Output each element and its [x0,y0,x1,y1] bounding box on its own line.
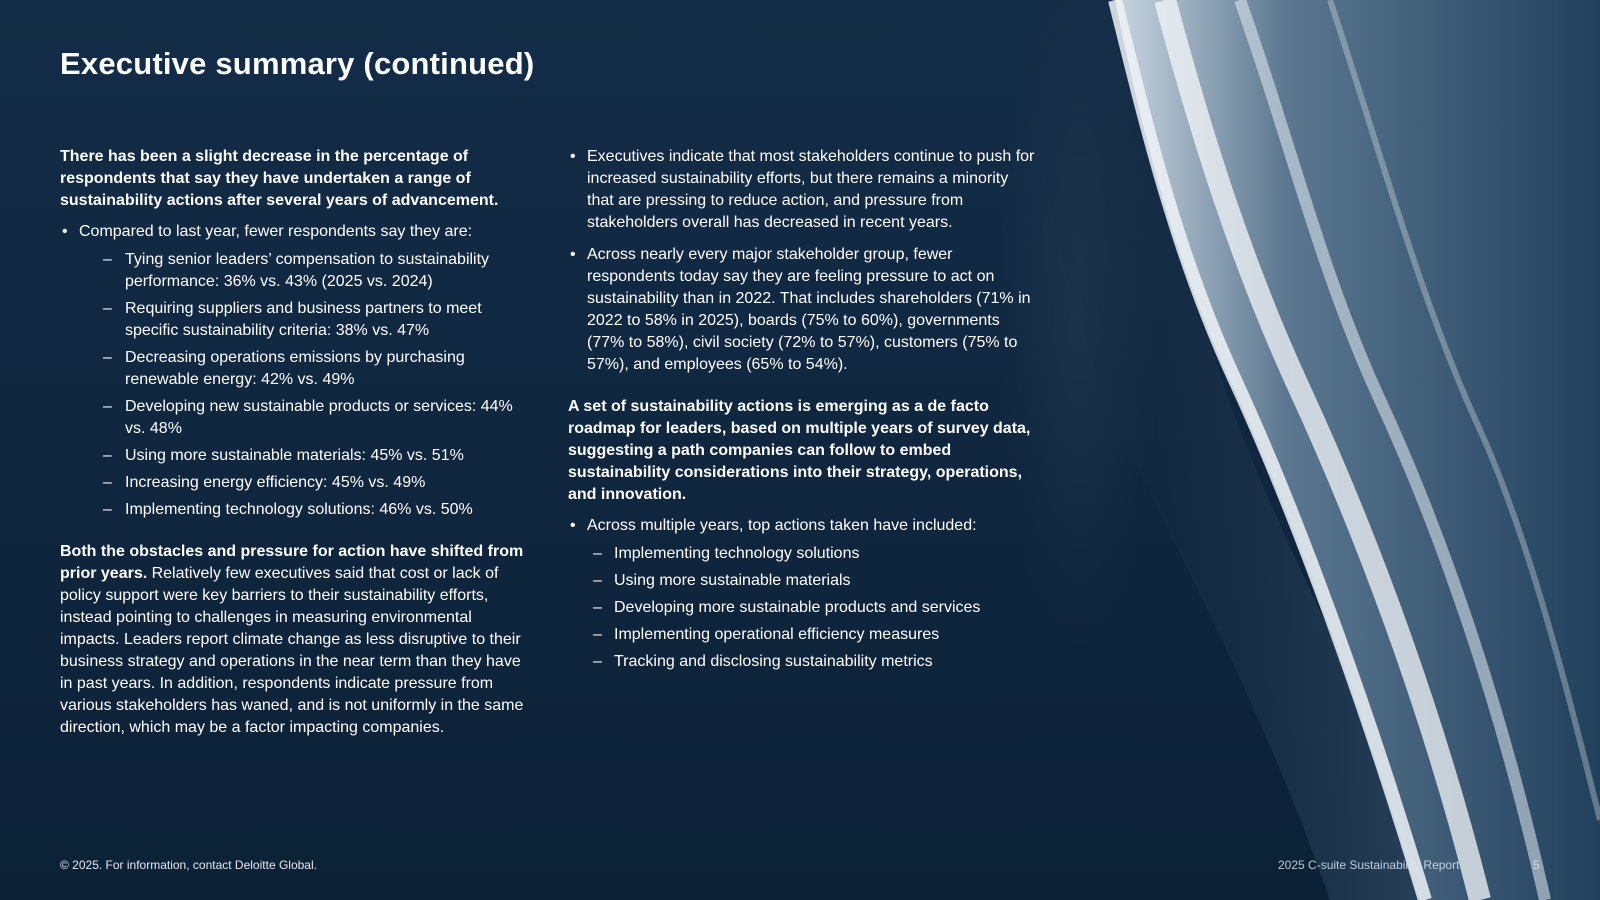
right-actions-item [568,515,1038,673]
left-bullet-list [60,221,530,521]
left-obstacles-text: Relatively few executives said that cost or lack of policy support were key barriers to their sustainability efforts, instead pointing to challenges in measuring environmental impacts. Leaders report climate change as less disruptive to their business strategy and operations in the near term than they have in past years. In addition, respondents indicate pressure from various stakeholders has waned, and is not uniformly in the same direction, which may be a factor impacting companies. [60,565,524,736]
right-actions-text: Across multiple years, top actions taken have included: [587,517,977,534]
left-obstacles-lead: Both the obstacles and pressure for action have shifted from prior years. [60,543,524,582]
footer-copyright: © 2025. For information, contact Deloitte Global. [60,858,317,872]
right-sub-item: – Tracking and disclosing sustainability metrics [587,651,1038,673]
left-sub-item: – Developing new sustainable products or services: 44% vs. 48% [79,396,530,440]
footer-report-title: 2025 C-suite Sustainability Report [1278,858,1460,872]
right-sub-item: – Developing more sustainable products and services [587,597,1038,619]
right-bullet-item: • Across nearly every major stakeholder group, fewer respondents today say they are feeling pressure to act on sustainability than in 2022. That includes shareholders (71% in 2022 to 58% in 2025), boards (75% to 60%), governments (77% to 58%), civil society (72% to 57%), customers (75% to 57%), and employees (65% to 54%). [568,244,1038,376]
right-sub-item: – Implementing operational efficiency measures [587,624,1038,646]
left-sub-list [79,249,530,521]
right-lead-paragraph: A set of sustainability actions is emerging as a de facto roadmap for leaders, based on multiple years of survey data, suggesting a path companies can follow to embed sustainability considerations into their strategy, operations, and innovation. [568,398,1031,503]
right-column [568,146,1038,693]
right-bullet-list [568,146,1038,376]
left-sub-item: – Using more sustainable materials: 45% vs. 51% [79,445,530,467]
left-sub-item: – Decreasing operations emissions by purchasing renewable energy: 42% vs. 49% [79,347,530,391]
left-obstacles-paragraph [60,541,530,739]
left-sub-item: – Requiring suppliers and business partners to meet specific sustainability criteria: 38% vs. 47% [79,298,530,342]
page-title: Executive summary (continued) [60,46,535,81]
right-bullet-item: • Executives indicate that most stakeholders continue to push for increased sustainability efforts, but there remains a minority that are pressing to reduce action, and pressure from stakeholders overall has decreased in recent years. [568,146,1038,234]
right-sub-list [587,543,1038,673]
left-bullet-text: Compared to last year, fewer respondents say they are: [79,223,473,240]
left-sub-item: – Increasing energy efficiency: 45% vs. 49% [79,472,530,494]
left-bullet-item [60,221,530,521]
left-sub-item: – Tying senior leaders’ compensation to sustainability performance: 36% vs. 43% (2025 vs. 2024) [79,249,530,293]
left-lead-paragraph: There has been a slight decrease in the percentage of respondents that say they have undertaken a range of sustainability actions after several years of advancement. [60,148,499,209]
left-column [60,146,530,739]
right-sub-item: – Implementing technology solutions [587,543,1038,565]
right-sub-item: – Using more sustainable materials [587,570,1038,592]
page-number: 5 [1533,858,1540,872]
right-actions-list [568,515,1038,673]
left-sub-item: – Implementing technology solutions: 46% vs. 50% [79,499,530,521]
